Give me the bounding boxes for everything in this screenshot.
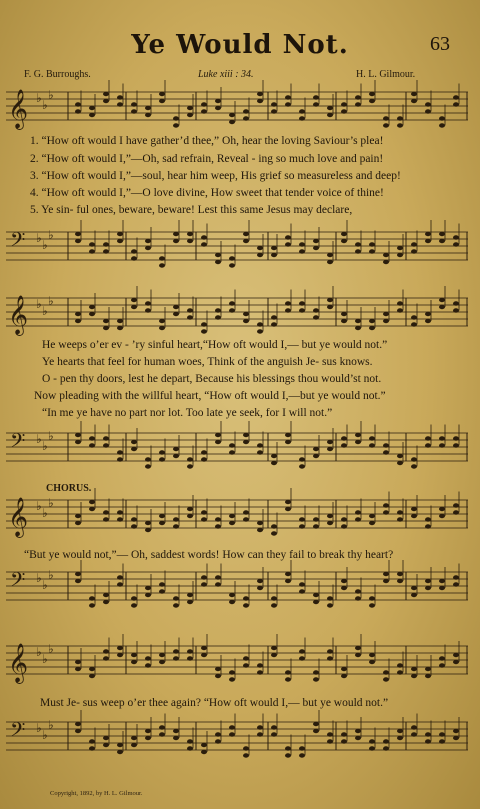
svg-text:♭: ♭ — [48, 429, 54, 443]
svg-text:♭: ♭ — [42, 98, 48, 112]
svg-text:♭: ♭ — [36, 231, 42, 245]
composer-credit: H. L. Gilmour. — [356, 69, 416, 80]
verse-4-line-1: 4. “How oft would I,”—O love divine, How sweet that tender voice of thine! — [30, 187, 384, 199]
svg-text:♭: ♭ — [36, 297, 42, 311]
scripture-reference: Luke xiii : 34. — [198, 69, 254, 80]
verse-1-line-1: 1. “How oft would I have gather’d thee,” Oh, hear the loving Saviour’s plea! — [30, 135, 384, 147]
svg-text:♭: ♭ — [48, 294, 54, 308]
svg-text:♭: ♭ — [42, 728, 48, 742]
verse-1-line-2: He weeps o’er ev - ’ry sinful heart,“How oft would I,— but ye would not.” — [42, 339, 388, 351]
svg-text:♭: ♭ — [42, 652, 48, 666]
svg-text:♭: ♭ — [42, 578, 48, 592]
treble-staff-2 — [6, 292, 468, 335]
bass-staff-1 — [6, 226, 468, 266]
svg-text:𝄢: 𝄢 — [10, 568, 26, 596]
chorus-line-2: Must Je- sus weep o’er thee again? “How oft would I,— but ye would not.” — [40, 697, 389, 709]
svg-text:𝄞: 𝄞 — [8, 295, 29, 335]
svg-text:♭: ♭ — [42, 238, 48, 252]
svg-text:𝄢: 𝄢 — [10, 429, 26, 457]
verse-5-line-1: 5. Ye sin- ful ones, beware, beware! Lest this same Jesus may declare, — [30, 204, 353, 216]
svg-text:♭: ♭ — [36, 721, 42, 735]
svg-text:♭: ♭ — [42, 506, 48, 520]
svg-text:♭: ♭ — [48, 568, 54, 582]
bass-staff-4 — [6, 716, 468, 756]
svg-text:♭: ♭ — [36, 645, 42, 659]
svg-text:♭: ♭ — [48, 88, 54, 102]
svg-text:𝄞: 𝄞 — [8, 643, 29, 683]
copyright-notice: Copyright, 1892, by H. L. Gilmour. — [50, 790, 143, 797]
treble-staff-1 — [6, 86, 468, 129]
verse-4-line-2: Now pleading with the willful heart, “How oft would I,—but ye would not.” — [34, 390, 386, 402]
svg-text:𝄞: 𝄞 — [8, 89, 29, 129]
svg-text:♭: ♭ — [42, 304, 48, 318]
svg-text:♭: ♭ — [48, 718, 54, 732]
bass-staff-2 — [6, 427, 468, 467]
svg-text:♭: ♭ — [48, 642, 54, 656]
svg-text:♭: ♭ — [36, 571, 42, 585]
verse-3-line-1: 3. “How oft would I,”—soul, hear him weep, His grief so measureless and deep! — [30, 170, 401, 182]
page-number: 63 — [430, 33, 450, 55]
svg-text:♭: ♭ — [36, 432, 42, 446]
verse-5-line-2: “In me ye have no part nor lot. Too late ye seek, for I will not.” — [42, 407, 333, 419]
svg-text:♭: ♭ — [36, 91, 42, 105]
treble-staff-4 — [6, 640, 468, 683]
svg-text:♭: ♭ — [48, 228, 54, 242]
chorus-line-1: “But ye would not,”— Oh, saddest words! How can they fail to break thy heart? — [24, 549, 394, 561]
verse-3-line-2: O - pen thy doors, lest he depart, Because his blessings thou would’st not. — [42, 373, 382, 385]
svg-text:♭: ♭ — [42, 439, 48, 453]
svg-text:𝄢: 𝄢 — [10, 718, 26, 746]
bass-staff-3 — [6, 566, 468, 606]
chorus-label: CHORUS. — [46, 483, 92, 494]
svg-text:♭: ♭ — [48, 496, 54, 510]
lyricist-credit: F. G. Burroughs. — [24, 69, 91, 80]
svg-text:𝄢: 𝄢 — [10, 228, 26, 256]
hymn-title: Ye Would Not. — [131, 30, 349, 60]
verse-2-line-2: Ye hearts that feel for human woes, Think of the anguish Je- sus knows. — [42, 356, 373, 368]
svg-text:𝄞: 𝄞 — [8, 497, 29, 537]
treble-staff-3 — [6, 494, 468, 537]
verse-2-line-1: 2. “How oft would I,”—Oh, sad refrain, Reveal - ing so much love and pain! — [30, 153, 384, 165]
svg-text:♭: ♭ — [36, 499, 42, 513]
